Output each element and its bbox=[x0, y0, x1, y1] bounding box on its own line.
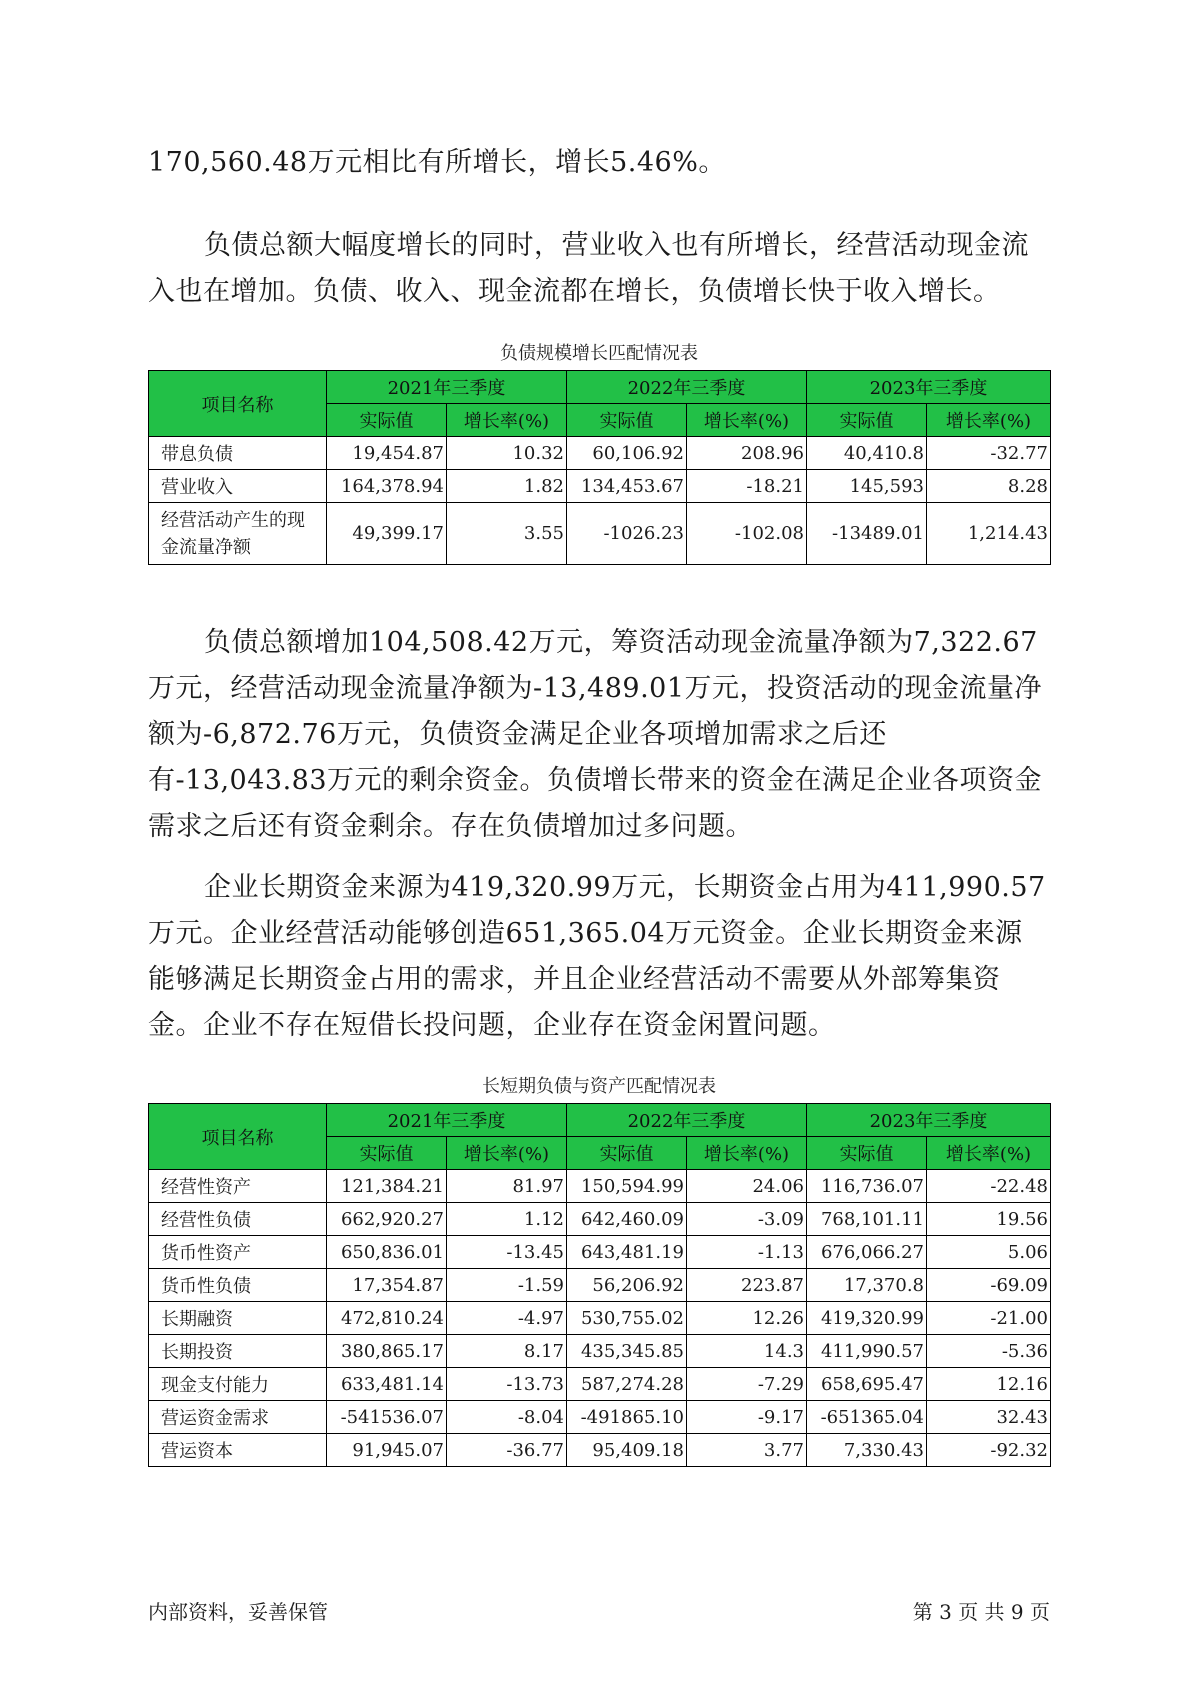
table2-caption: 长短期负债与资产匹配情况表 bbox=[482, 1076, 716, 1097]
growth-rate-cell: 19.56 bbox=[927, 1203, 1051, 1236]
growth-rate-cell: -1.59 bbox=[447, 1269, 567, 1302]
growth-rate-cell: 223.87 bbox=[687, 1269, 807, 1302]
growth-rate-cell: -102.08 bbox=[687, 503, 807, 565]
row-label: 经营活动产生的现金流量净额 bbox=[149, 503, 327, 565]
growth-rate-cell: 24.06 bbox=[687, 1170, 807, 1203]
row-label: 货币性资产 bbox=[149, 1236, 327, 1269]
table-row bbox=[149, 1236, 1051, 1269]
actual-value-cell: 411,990.57 bbox=[807, 1335, 927, 1368]
actual-value-cell: 49,399.17 bbox=[327, 503, 447, 565]
actual-value-cell: 658,695.47 bbox=[807, 1368, 927, 1401]
header-growth: 增长率(%) bbox=[447, 404, 567, 437]
growth-rate-cell: -18.21 bbox=[687, 470, 807, 503]
actual-value-cell: 768,101.11 bbox=[807, 1203, 927, 1236]
actual-value-cell: 380,865.17 bbox=[327, 1335, 447, 1368]
growth-rate-cell: 3.77 bbox=[687, 1434, 807, 1467]
actual-value-cell: 91,945.07 bbox=[327, 1434, 447, 1467]
header-growth: 增长率(%) bbox=[927, 1137, 1051, 1170]
header-actual: 实际值 bbox=[807, 1137, 927, 1170]
header-period: 2021年三季度 bbox=[327, 1104, 567, 1137]
growth-rate-cell: -7.29 bbox=[687, 1368, 807, 1401]
row-label: 营运资本 bbox=[149, 1434, 327, 1467]
footer-page-number: 第 3 页 共 9 页 bbox=[912, 1600, 1050, 1624]
header-actual: 实际值 bbox=[327, 1137, 447, 1170]
growth-rate-cell: 8.28 bbox=[927, 470, 1051, 503]
growth-rate-cell: 1.12 bbox=[447, 1203, 567, 1236]
growth-rate-cell: -3.09 bbox=[687, 1203, 807, 1236]
actual-value-cell: 7,330.43 bbox=[807, 1434, 927, 1467]
paragraph-4: 企业长期资金来源为419,320.99万元，长期资金占用为411,990.57万元。企业经营活动能够创造651,365.04万元资金。企业长期资金来源能够满足长期资金占用的需求，并且企业经营活动不需要从外部筹集资金。企业不存在短借长投问题，企业存在资金闲置问题。 bbox=[148, 872, 1046, 1041]
growth-rate-cell: -92.32 bbox=[927, 1434, 1051, 1467]
row-label: 营业收入 bbox=[149, 470, 327, 503]
actual-value-cell: -13489.01 bbox=[807, 503, 927, 565]
actual-value-cell: 56,206.92 bbox=[567, 1269, 687, 1302]
actual-value-cell: 676,066.27 bbox=[807, 1236, 927, 1269]
actual-value-cell: 60,106.92 bbox=[567, 437, 687, 470]
header-period: 2023年三季度 bbox=[807, 1104, 1051, 1137]
paragraph-1: 170,560.48万元相比有所增长，增长5.46%。 bbox=[148, 147, 726, 178]
header-growth: 增长率(%) bbox=[927, 404, 1051, 437]
actual-value-cell: 19,454.87 bbox=[327, 437, 447, 470]
header-actual: 实际值 bbox=[807, 404, 927, 437]
row-label: 货币性负债 bbox=[149, 1269, 327, 1302]
header-growth: 增长率(%) bbox=[687, 404, 807, 437]
header-period: 2022年三季度 bbox=[567, 1104, 807, 1137]
actual-value-cell: 633,481.14 bbox=[327, 1368, 447, 1401]
header-actual: 实际值 bbox=[567, 404, 687, 437]
growth-rate-cell: 3.55 bbox=[447, 503, 567, 565]
row-label: 经营性负债 bbox=[149, 1203, 327, 1236]
growth-rate-cell: 8.17 bbox=[447, 1335, 567, 1368]
actual-value-cell: 587,274.28 bbox=[567, 1368, 687, 1401]
growth-rate-cell: 81.97 bbox=[447, 1170, 567, 1203]
row-label: 长期投资 bbox=[149, 1335, 327, 1368]
header-item-name: 项目名称 bbox=[149, 1104, 327, 1170]
growth-rate-cell: 1,214.43 bbox=[927, 503, 1051, 565]
header-period: 2023年三季度 bbox=[807, 371, 1051, 404]
header-growth: 增长率(%) bbox=[447, 1137, 567, 1170]
row-label: 现金支付能力 bbox=[149, 1368, 327, 1401]
table-debt-growth-match bbox=[148, 370, 1051, 565]
growth-rate-cell: 12.16 bbox=[927, 1368, 1051, 1401]
row-label: 长期融资 bbox=[149, 1302, 327, 1335]
table-row bbox=[149, 1401, 1051, 1434]
table-row bbox=[149, 437, 1051, 470]
actual-value-cell: 17,370.8 bbox=[807, 1269, 927, 1302]
actual-value-cell: 17,354.87 bbox=[327, 1269, 447, 1302]
actual-value-cell: 650,836.01 bbox=[327, 1236, 447, 1269]
growth-rate-cell: 32.43 bbox=[927, 1401, 1051, 1434]
row-label: 带息负债 bbox=[149, 437, 327, 470]
growth-rate-cell: 14.3 bbox=[687, 1335, 807, 1368]
table1-caption: 负债规模增长匹配情况表 bbox=[500, 343, 698, 364]
actual-value-cell: 643,481.19 bbox=[567, 1236, 687, 1269]
growth-rate-cell: -21.00 bbox=[927, 1302, 1051, 1335]
header-actual: 实际值 bbox=[567, 1137, 687, 1170]
actual-value-cell: 662,920.27 bbox=[327, 1203, 447, 1236]
actual-value-cell: 472,810.24 bbox=[327, 1302, 447, 1335]
actual-value-cell: -1026.23 bbox=[567, 503, 687, 565]
growth-rate-cell: -8.04 bbox=[447, 1401, 567, 1434]
growth-rate-cell: -9.17 bbox=[687, 1401, 807, 1434]
table-row bbox=[149, 1335, 1051, 1368]
table-row bbox=[149, 1434, 1051, 1467]
actual-value-cell: 134,453.67 bbox=[567, 470, 687, 503]
growth-rate-cell: 5.06 bbox=[927, 1236, 1051, 1269]
growth-rate-cell: 12.26 bbox=[687, 1302, 807, 1335]
actual-value-cell: 121,384.21 bbox=[327, 1170, 447, 1203]
actual-value-cell: 95,409.18 bbox=[567, 1434, 687, 1467]
actual-value-cell: 116,736.07 bbox=[807, 1170, 927, 1203]
growth-rate-cell: -4.97 bbox=[447, 1302, 567, 1335]
table-row bbox=[149, 1302, 1051, 1335]
actual-value-cell: 164,378.94 bbox=[327, 470, 447, 503]
growth-rate-cell: 10.32 bbox=[447, 437, 567, 470]
footer-confidential-note: 内部资料，妥善保管 bbox=[148, 1600, 328, 1624]
paragraph-2: 负债总额大幅度增长的同时，营业收入也有所增长，经营活动现金流入也在增加。负债、收入、现金流都在增长，负债增长快于收入增长。 bbox=[148, 230, 1029, 307]
actual-value-cell: 530,755.02 bbox=[567, 1302, 687, 1335]
growth-rate-cell: 208.96 bbox=[687, 437, 807, 470]
row-label: 经营性资产 bbox=[149, 1170, 327, 1203]
actual-value-cell: 419,320.99 bbox=[807, 1302, 927, 1335]
header-actual: 实际值 bbox=[327, 404, 447, 437]
actual-value-cell: -541536.07 bbox=[327, 1401, 447, 1434]
actual-value-cell: 435,345.85 bbox=[567, 1335, 687, 1368]
paragraph-3: 负债总额增加104,508.42万元，筹资活动现金流量净额为7,322.67万元，经营活动现金流量净额为-13,489.01万元，投资活动的现金流量净额为-6,872.76万元，负债资金满足企业各项增加需求之后还有-13,043.83万元的剩余资金。负债增长带来的资金在满足企业各项资金需求之后还有资金剩余。存在负债增加过多问题。 bbox=[148, 627, 1043, 842]
table-row bbox=[149, 1170, 1051, 1203]
table-long-short-match bbox=[148, 1103, 1051, 1467]
growth-rate-cell: -5.36 bbox=[927, 1335, 1051, 1368]
table-row bbox=[149, 470, 1051, 503]
growth-rate-cell: -36.77 bbox=[447, 1434, 567, 1467]
header-period: 2021年三季度 bbox=[327, 371, 567, 404]
table-row bbox=[149, 1203, 1051, 1236]
growth-rate-cell: -69.09 bbox=[927, 1269, 1051, 1302]
table-row bbox=[149, 1368, 1051, 1401]
header-item-name: 项目名称 bbox=[149, 371, 327, 437]
header-period: 2022年三季度 bbox=[567, 371, 807, 404]
actual-value-cell: 642,460.09 bbox=[567, 1203, 687, 1236]
growth-rate-cell: -13.45 bbox=[447, 1236, 567, 1269]
growth-rate-cell: -1.13 bbox=[687, 1236, 807, 1269]
growth-rate-cell: 1.82 bbox=[447, 470, 567, 503]
actual-value-cell: 40,410.8 bbox=[807, 437, 927, 470]
header-growth: 增长率(%) bbox=[687, 1137, 807, 1170]
actual-value-cell: -651365.04 bbox=[807, 1401, 927, 1434]
growth-rate-cell: -32.77 bbox=[927, 437, 1051, 470]
actual-value-cell: 145,593 bbox=[807, 470, 927, 503]
growth-rate-cell: -13.73 bbox=[447, 1368, 567, 1401]
growth-rate-cell: -22.48 bbox=[927, 1170, 1051, 1203]
row-label: 营运资金需求 bbox=[149, 1401, 327, 1434]
actual-value-cell: 150,594.99 bbox=[567, 1170, 687, 1203]
actual-value-cell: -491865.10 bbox=[567, 1401, 687, 1434]
table-row bbox=[149, 1269, 1051, 1302]
table-row bbox=[149, 503, 1051, 565]
